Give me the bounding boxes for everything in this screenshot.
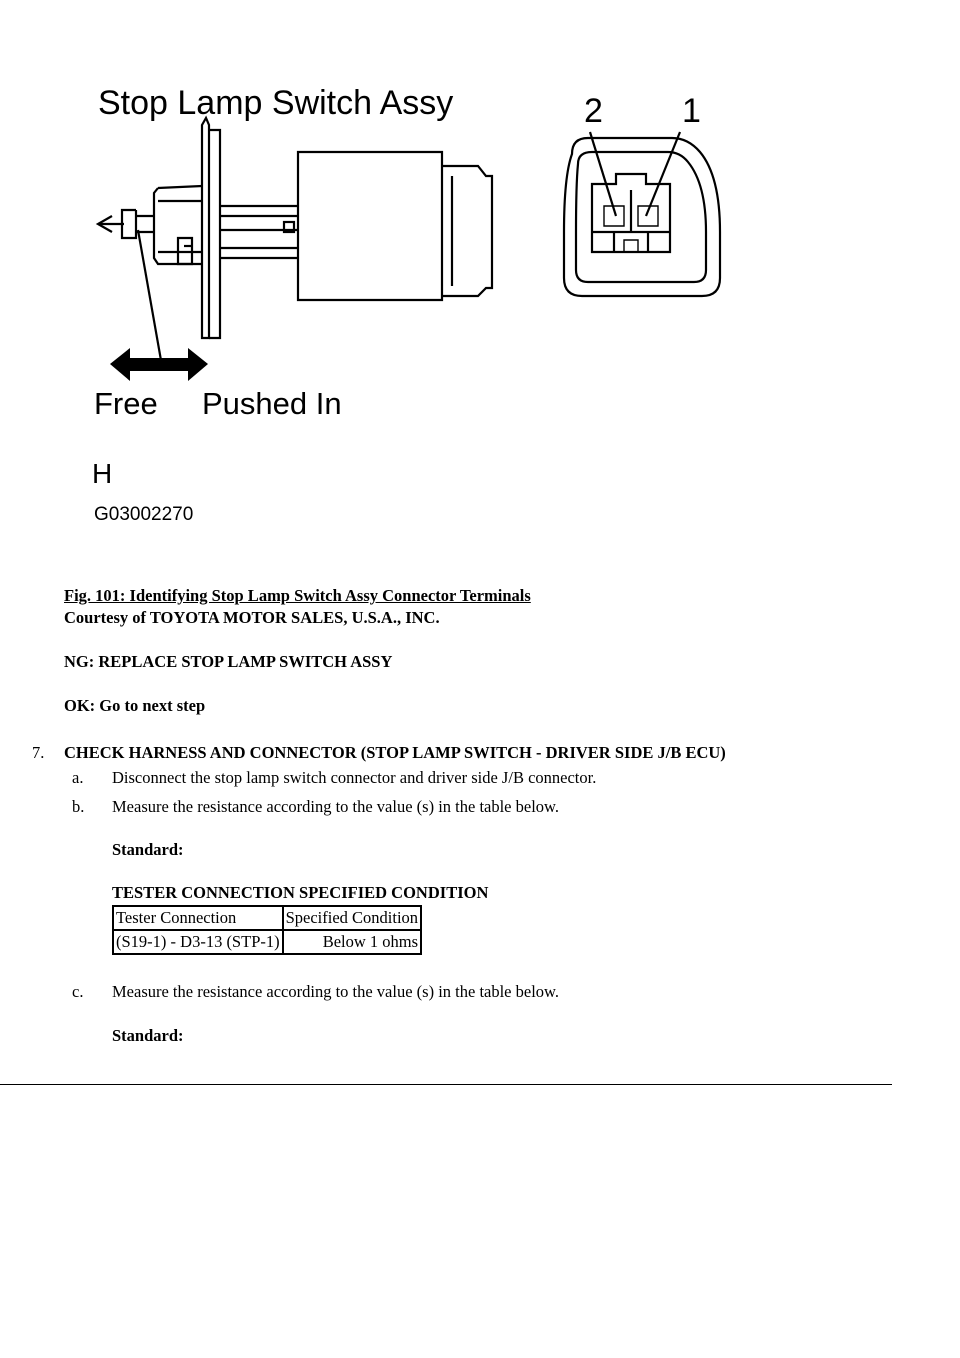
- substep-b-text: Measure the resistance according to the value (s) in the table below.: [112, 797, 560, 816]
- substep-a-letter: a.: [72, 768, 84, 787]
- table-title: TESTER CONNECTION SPECIFIED CONDITION: [112, 883, 489, 902]
- free-label: Free: [94, 386, 158, 421]
- table-header-cell: Specified Condition: [283, 906, 421, 930]
- ng-result: NG: REPLACE STOP LAMP SWITCH ASSY: [64, 652, 393, 671]
- substep-c-letter: c.: [72, 982, 84, 1001]
- figure-code: G03002270: [94, 504, 194, 525]
- step-number: 7.: [32, 743, 45, 762]
- spec-table: [112, 905, 422, 955]
- h-label: H: [92, 458, 113, 489]
- substep-b-letter: b.: [72, 797, 85, 816]
- pin-2-label: 2: [584, 92, 603, 130]
- courtesy-line: Courtesy of TOYOTA MOTOR SALES, U.S.A., INC.: [64, 608, 440, 627]
- substep-c-text: Measure the resistance according to the value (s) in the table below.: [112, 982, 560, 1001]
- connector-face-drawing: [564, 132, 720, 296]
- standard-label-2: Standard:: [112, 1026, 184, 1045]
- switch-body-drawing: [98, 118, 492, 366]
- switch-figure: [80, 80, 740, 530]
- pin-1-label: 1: [682, 92, 701, 130]
- substep-a-text: Disconnect the stop lamp switch connector and driver side J/B connector.: [112, 768, 597, 787]
- figure-caption: Fig. 101: Identifying Stop Lamp Switch Assy Connector Terminals: [64, 586, 531, 605]
- page-divider: [0, 1084, 892, 1085]
- table-cell: (S19-1) - D3-13 (STP-1): [113, 930, 283, 954]
- table-row: [113, 930, 421, 954]
- ok-result: OK: Go to next step: [64, 696, 206, 715]
- step-title: CHECK HARNESS AND CONNECTOR (STOP LAMP SWITCH - DRIVER SIDE J/B ECU): [64, 743, 726, 762]
- pushed-in-label: Pushed In: [202, 386, 342, 421]
- figure-title-label: Stop Lamp Switch Assy: [98, 84, 454, 122]
- table-cell: Below 1 ohms: [283, 930, 421, 954]
- standard-label: Standard:: [112, 840, 184, 859]
- table-header-cell: Tester Connection: [113, 906, 283, 930]
- table-header-row: [113, 906, 421, 930]
